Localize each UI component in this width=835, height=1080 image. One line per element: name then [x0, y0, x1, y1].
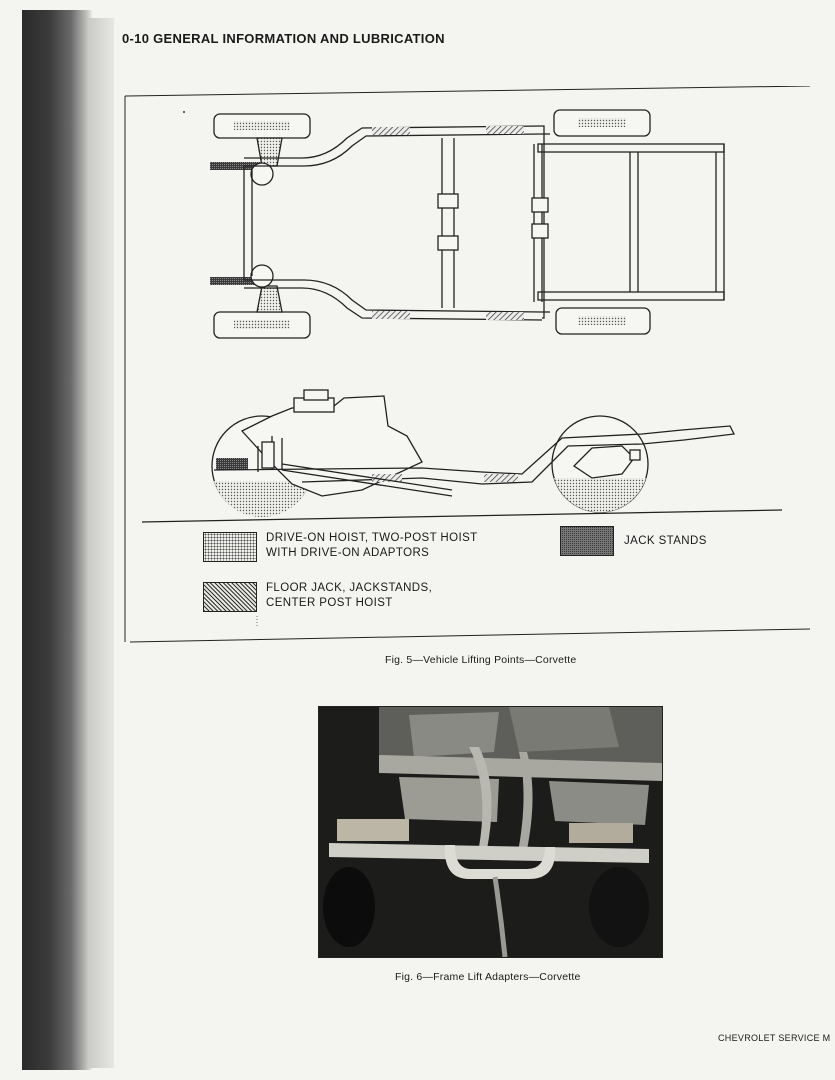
legend-swatch-dots: [203, 532, 257, 562]
ground-line: [142, 510, 782, 522]
page-header: 0-10 GENERAL INFORMATION AND LUBRICATION: [122, 31, 445, 46]
figure-6-photo: [318, 706, 663, 958]
top-view-frame: [210, 110, 724, 338]
legend-swatch-dense: [560, 526, 614, 556]
side-view-frame: [212, 390, 734, 517]
legend-swatch-hatch: [203, 582, 257, 612]
page-binding-shadow: [22, 10, 92, 1070]
chassis-diagram-svg: [122, 86, 812, 646]
figure-5-diagram: [122, 86, 812, 646]
frame-lift-photo-svg: [319, 707, 662, 957]
legend-floor-jack: FLOOR JACK, JACKSTANDS, CENTER POST HOIST: [266, 582, 433, 609]
frame-bottom-border: [130, 629, 810, 642]
frame-top-border: [125, 86, 810, 96]
figure-6-caption: Fig. 6—Frame Lift Adapters—Corvette: [395, 971, 581, 983]
legend-drive-on-hoist: DRIVE-ON HOIST, TWO-POST HOIST WITH DRIVE-ON ADAPTORS: [266, 532, 478, 559]
page-binding-strip: [88, 18, 114, 1068]
legend-jack-stands: JACK STANDS: [624, 535, 707, 547]
page-footer: CHEVROLET SERVICE M: [718, 1033, 831, 1043]
figure-5-caption: Fig. 5—Vehicle Lifting Points—Corvette: [385, 654, 577, 666]
